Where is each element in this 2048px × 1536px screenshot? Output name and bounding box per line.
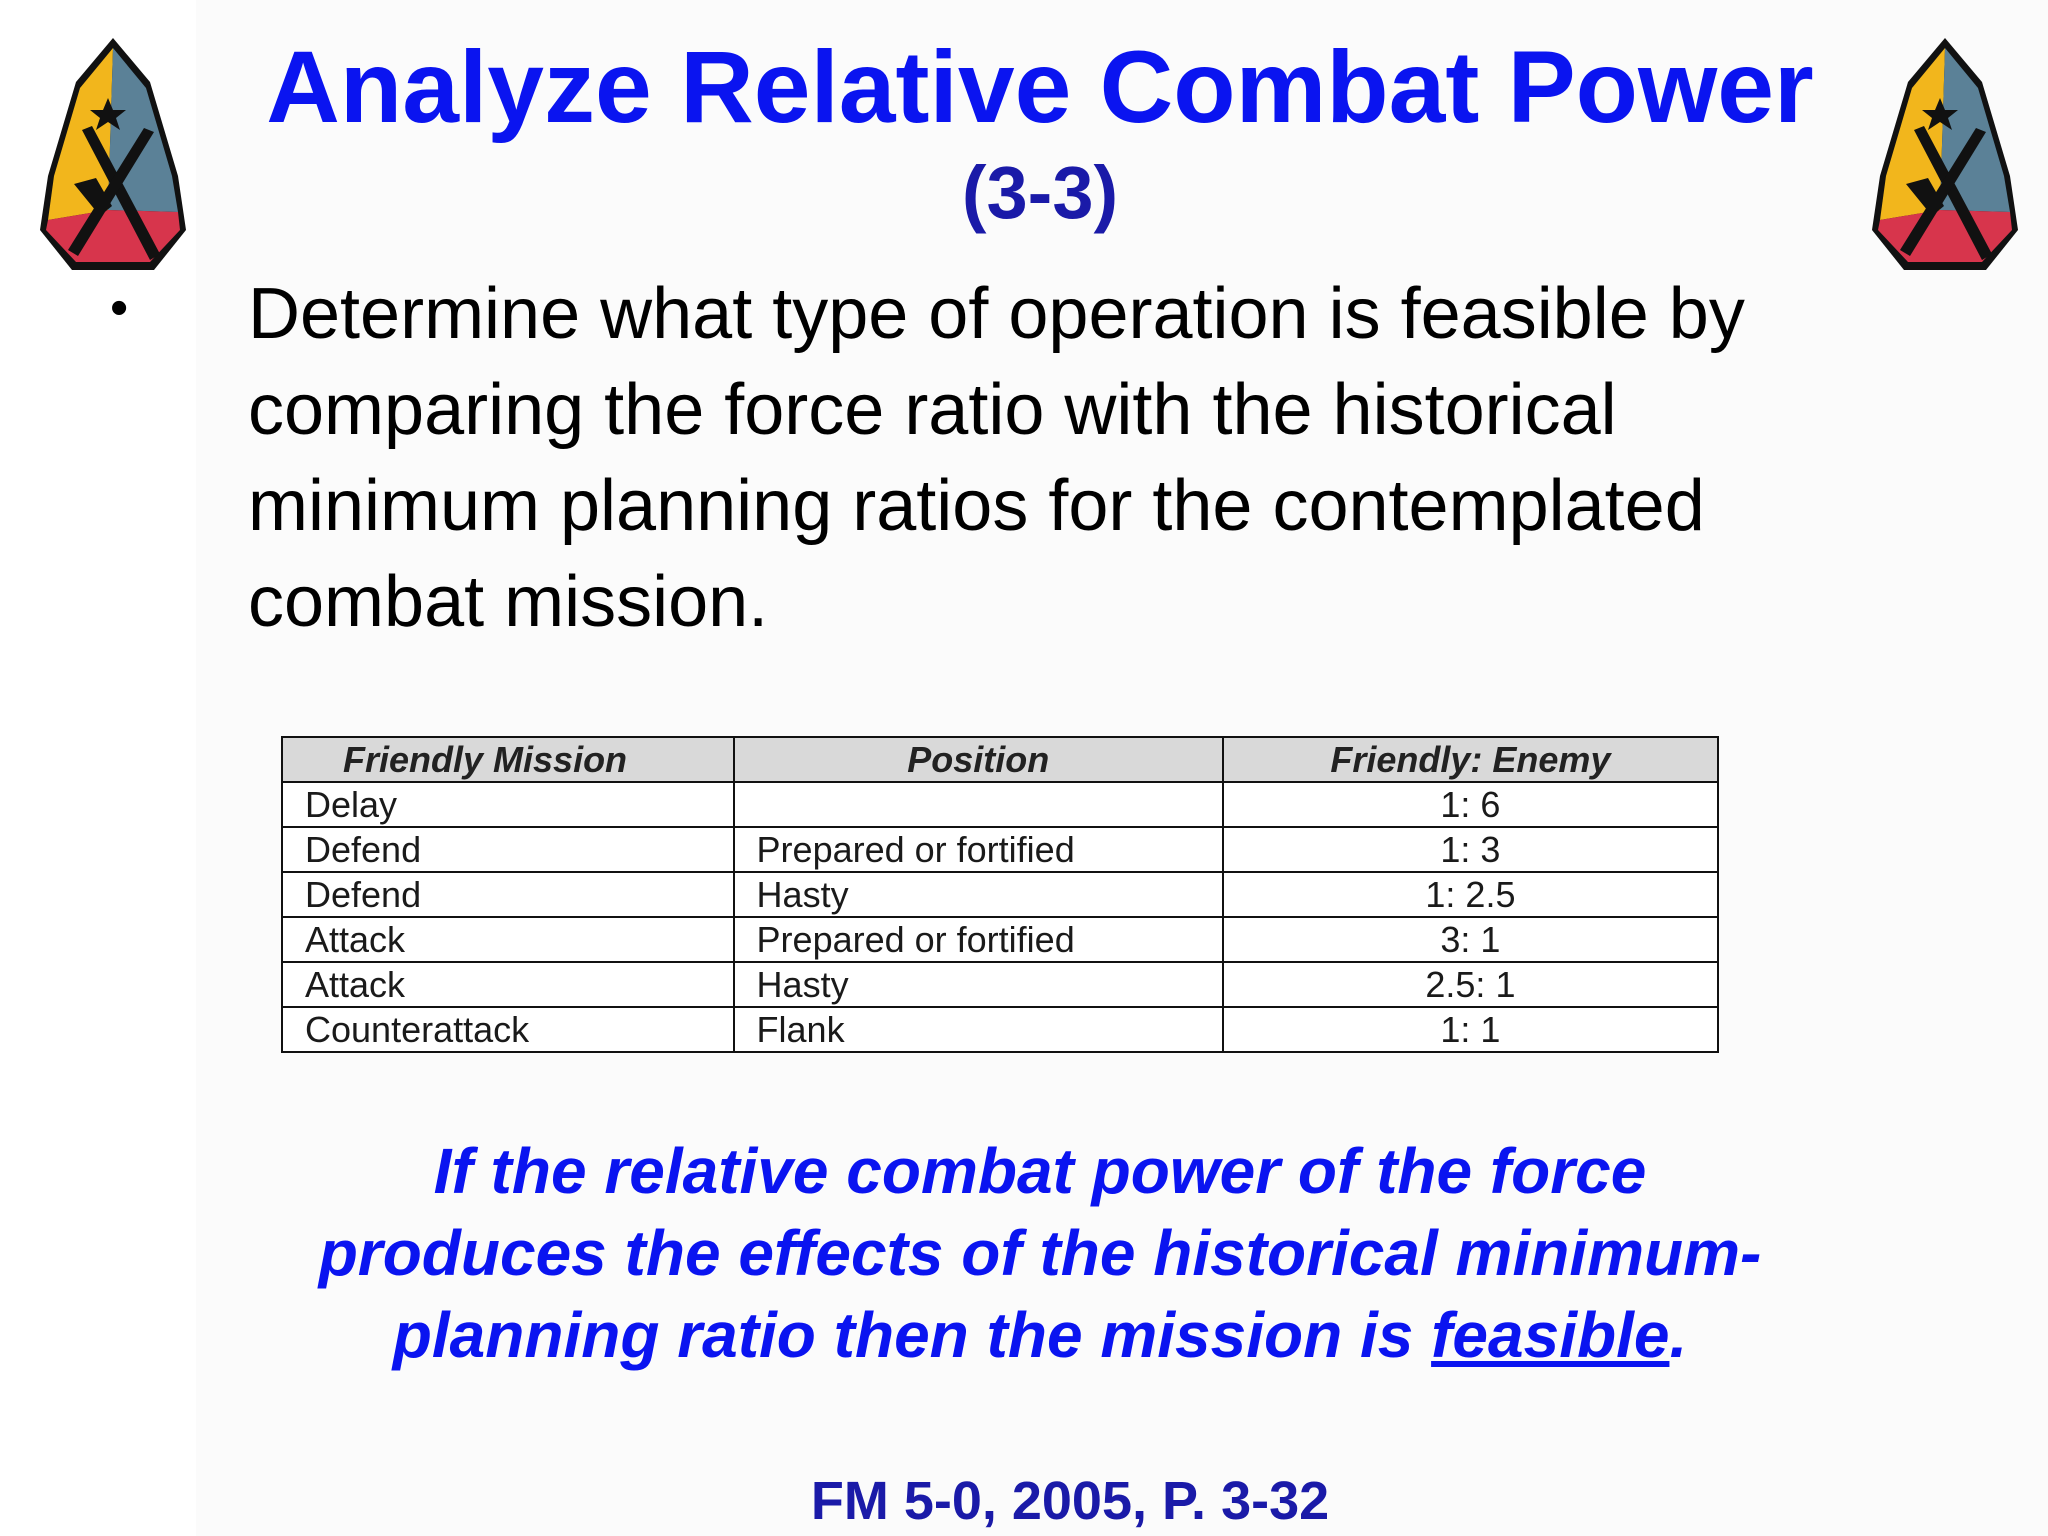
- cell-ratio: 1: 6: [1223, 782, 1718, 827]
- conclusion-line: If the relative combat power of the force: [433, 1135, 1647, 1207]
- cell-ratio: 1: 3: [1223, 827, 1718, 872]
- cell-ratio: 1: 1: [1223, 1007, 1718, 1052]
- cell-mission: Attack: [282, 962, 734, 1007]
- conclusion-text: planning ratio then the mission is: [392, 1299, 1432, 1371]
- bullet-text: [248, 266, 1948, 650]
- cell-mission: Counterattack: [282, 1007, 734, 1052]
- cell-mission: Defend: [282, 827, 734, 872]
- conclusion-line: [220, 1294, 1860, 1376]
- bullet-line: minimum planning ratios for the contemplated: [248, 466, 1705, 546]
- cell-position: Flank: [734, 1007, 1223, 1052]
- cell-mission: Defend: [282, 872, 734, 917]
- cell-position: Prepared or fortified: [734, 827, 1223, 872]
- cell-ratio: 1: 2.5: [1223, 872, 1718, 917]
- slide-subtitle: (3-3): [961, 151, 1119, 234]
- header-friendly-mission: Friendly Mission: [282, 737, 734, 782]
- cell-position: Prepared or fortified: [734, 917, 1223, 962]
- table-row: [282, 1007, 1718, 1052]
- cell-mission: Delay: [282, 782, 734, 827]
- table-row: [282, 782, 1718, 827]
- cell-ratio: 2.5: 1: [1223, 962, 1718, 1007]
- unit-insignia-icon: [1866, 34, 2024, 278]
- table-header-row: [282, 737, 1718, 782]
- cell-position: Hasty: [734, 872, 1223, 917]
- bullet-line: comparing the force ratio with the historical: [248, 370, 1617, 450]
- cell-position: [734, 782, 1223, 827]
- bullet-marker: •: [110, 279, 129, 337]
- unit-insignia-icon: [34, 34, 192, 278]
- source-reference: FM 5-0, 2005, P. 3-32: [810, 1471, 1330, 1531]
- cell-position: Hasty: [734, 962, 1223, 1007]
- conclusion-period: .: [1669, 1299, 1688, 1371]
- cell-mission: Attack: [282, 917, 734, 962]
- slide-title: Analyze Relative Combat Power: [266, 30, 1814, 144]
- feasible-emphasis: feasible: [1431, 1299, 1670, 1371]
- header-position: Position: [734, 737, 1223, 782]
- bullet-line: Determine what type of operation is feasible by: [248, 274, 1745, 354]
- header-friendly-enemy: Friendly: Enemy: [1223, 737, 1718, 782]
- force-ratio-table: [281, 736, 1719, 1053]
- conclusion-statement: [220, 1130, 1860, 1376]
- table-row: [282, 827, 1718, 872]
- table-row: [282, 872, 1718, 917]
- conclusion-line: produces the effects of the historical minimum-: [318, 1217, 1762, 1289]
- table-row: [282, 962, 1718, 1007]
- table-row: [282, 917, 1718, 962]
- bullet-line: combat mission.: [248, 562, 769, 642]
- cell-ratio: 3: 1: [1223, 917, 1718, 962]
